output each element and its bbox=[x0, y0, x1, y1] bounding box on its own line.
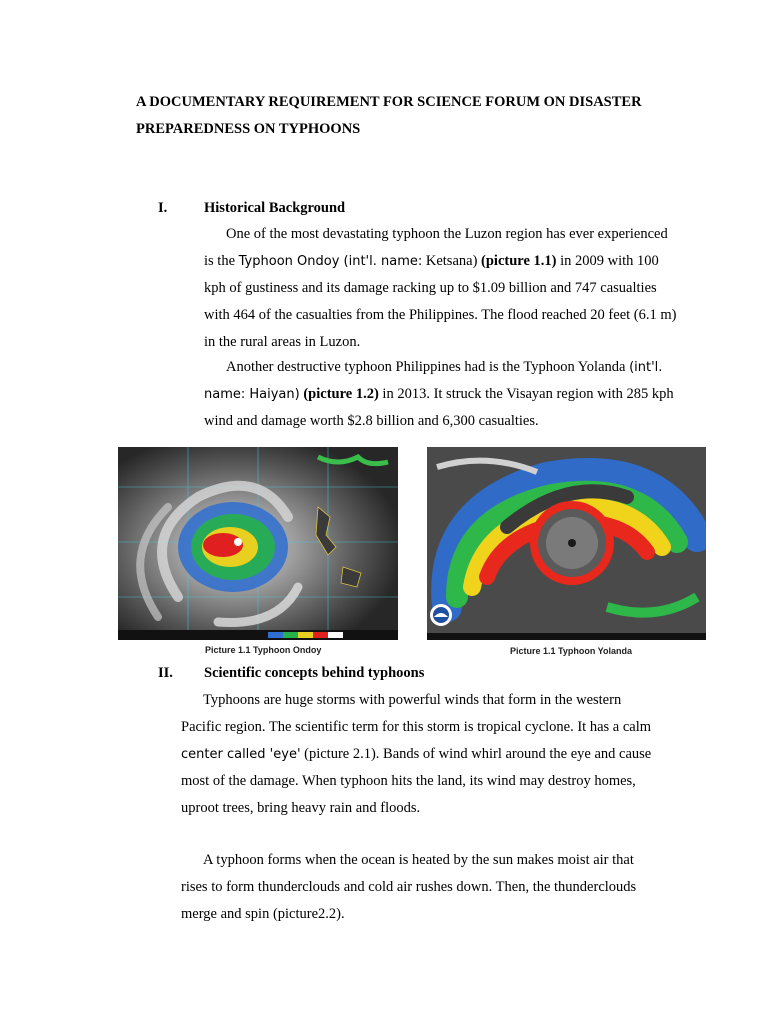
section-2-paragraph-1: Typhoons are huge storms with powerful winds that form in the western Pacific region. The scientific term for this storm is tropical cyclone. It has a calm center called 'eye' (picture 2.1). Bands of wind whirl around the eye and cause most of the damage. When typhoon hits the land, its wind may destroy homes, uproot trees, bring heavy rain and floods. bbox=[181, 692, 652, 816]
section-2-heading: Scientific concepts behind typhoons bbox=[204, 665, 425, 681]
picture-caption-ondoy: Picture 1.1 Typhoon Ondoy bbox=[205, 645, 322, 655]
title-line-2: PREPAREDNESS ON TYPHOONS bbox=[136, 121, 361, 137]
section-1-paragraph-1: One of the most devastating typhoon the Luzon region has ever experienced is the Typhoon Ondoy (int'l. name: Ketsana) (picture 1.1) in 2009 with 100 kph of gustiness and its damage racking up to $1.09 billion and 747 casualties with 464 of the casualties from the Philippines. The flood reached 20 feet (6.1 m) in the rural areas in Luzon. bbox=[204, 226, 677, 350]
picture-caption-yolanda: Picture 1.1 Typhoon Yolanda bbox=[510, 646, 633, 656]
noaa-logo bbox=[430, 604, 452, 626]
section-1-paragraph-2: Another destructive typhoon Philippines had is the Typhoon Yolanda (int'l. name: Haiyan) (picture 1.2) in 2013. It struck the Visayan region with 285 kph wind and damage worth $2.8 billion and 6,300 casualties. bbox=[204, 359, 674, 429]
section-2-number: II. bbox=[158, 665, 173, 681]
section-1-heading: Historical Background bbox=[204, 200, 346, 216]
title-line-1: A DOCUMENTARY REQUIREMENT FOR SCIENCE FORUM ON DISASTER bbox=[136, 94, 642, 110]
typhoon-yolanda-satellite-image bbox=[427, 447, 706, 640]
section-1-number: I. bbox=[158, 200, 168, 216]
document-title bbox=[136, 89, 716, 143]
section-2-paragraph-2: A typhoon forms when the ocean is heated by the sun makes moist air that rises to form thunderclouds and cold air rushes down. Then, the thunderclouds merge and spin (picture2.2). bbox=[181, 852, 637, 922]
typhoon-ondoy-satellite-image bbox=[118, 447, 398, 640]
